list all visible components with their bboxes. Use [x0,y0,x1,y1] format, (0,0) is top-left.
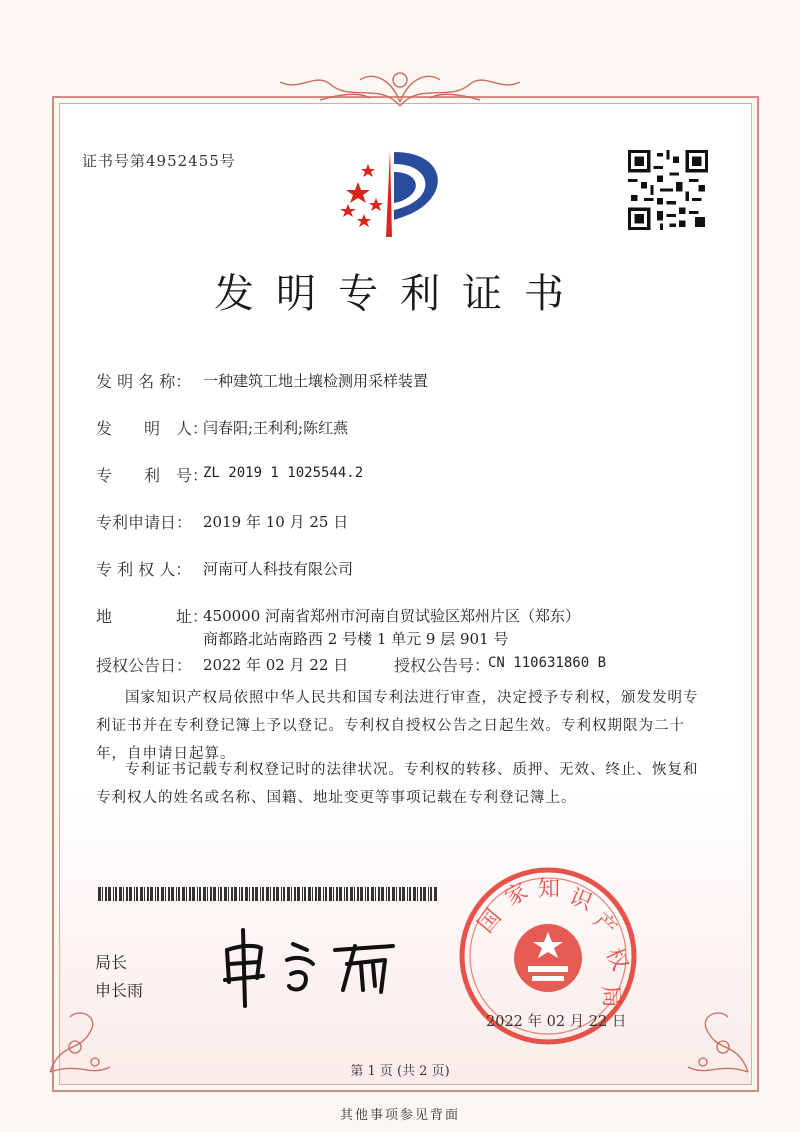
grant-number-value: CN 110631860 B [488,655,607,671]
field-value-patent-no: ZL 2019 1 1025544.2 [203,465,364,481]
patent-office-logo-icon [328,142,458,242]
field-label-patent-no: 专 利 号： [96,466,209,485]
signature-icon [215,920,405,1010]
field-value-address-line1: 450000 河南省郑州市河南自贸试验区郑州片区（郑东） [203,607,581,625]
director-title: 局长 [95,953,128,972]
back-note: 其他事项参见背面 [339,1108,460,1123]
barcode-icon [98,887,438,901]
grant-date-label: 授权公告日： [96,656,193,675]
svg-text:家: 家 [501,878,533,912]
field-label-invention-name: 发 明 名 称： [96,372,192,391]
page-number: 第 1 页 (共 2 页) [350,1064,450,1079]
field-label-application-date: 专利申请日： [96,513,193,532]
field-value-invention-name: 一种建筑工地土壤检测用采样装置 [203,372,429,390]
certificate-frame [52,96,759,1092]
svg-text:产: 产 [587,908,622,942]
grant-number-label: 授权公告号： [394,656,491,675]
svg-text:国: 国 [473,904,507,938]
svg-text:权: 权 [600,944,633,975]
statement-paragraph: 国家知识产权局依照中华人民共和国专利法进行审查，决定授予专利权，颁发发明专利证书并在专利登记簿上予以登记。专利权自授权公告之日起生效。专利权期限为二十年，自申请日起算。 [96,690,699,762]
field-label-address: 地 址： [96,607,209,626]
field-value-address-line2: 商都路北站南路西 2 号楼 1 单元 9 层 901 号 [203,630,509,648]
seal-date: 2022 年 02 月 22 日 [486,1014,627,1030]
grant-date-value: 2022 年 02 月 22 日 [203,656,349,674]
director-name: 申长雨 [95,981,144,1000]
field-value-application-date: 2019 年 10 月 25 日 [203,513,349,531]
field-label-inventor: 发 明 人： [96,419,209,438]
statement-paragraph: 专利证书记载专利权登记时的法律状况。专利权的转移、质押、无效、终止、恢复和专利权人的姓名或名称、国籍、地址变更等事项记载在专利登记簿上。 [96,762,699,806]
top-ornament-icon [270,62,530,112]
qr-code-icon [628,150,708,230]
certificate-number: 证书号第4952455号 [82,152,236,170]
field-value-patentee: 河南可人科技有限公司 [203,560,354,578]
certificate-title: 发明专利证书 [214,271,586,317]
svg-text:知: 知 [538,877,561,902]
svg-text:识: 识 [565,884,596,916]
field-label-patentee: 专 利 权 人： [96,560,192,579]
field-value-inventor: 闫春阳;王利利;陈红燕 [203,419,349,437]
svg-text:局: 局 [597,984,624,1009]
